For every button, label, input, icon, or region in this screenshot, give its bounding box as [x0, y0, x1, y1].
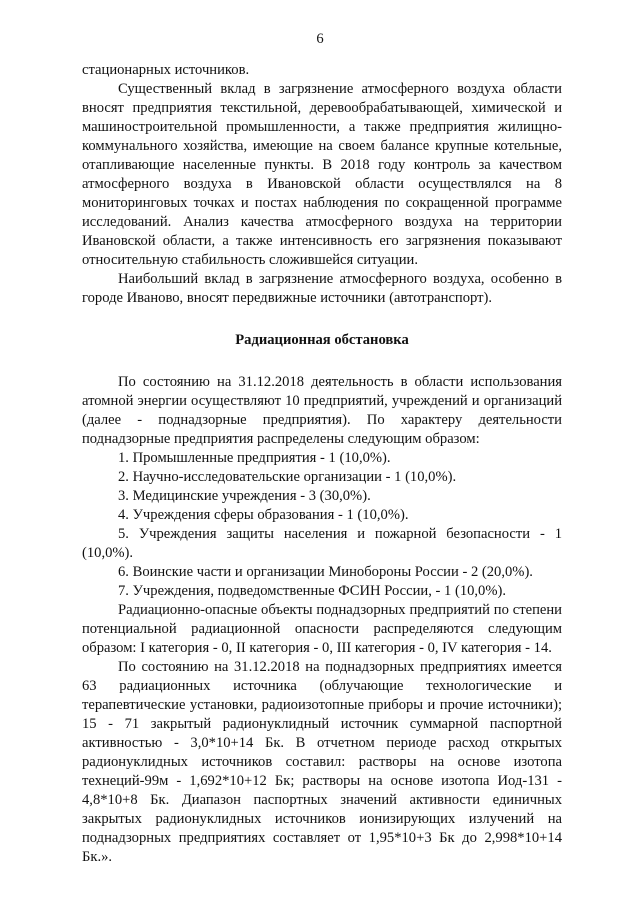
- page-number: 6: [316, 31, 324, 47]
- paragraph-hazard-categories: Радиационно-опасные объекты поднадзорных предприятий по степени потенциальной радиационной опасности распределяются следующим образом: I категория - 0, II категория - 0, III категория - 0, IV категория - 14.: [82, 602, 562, 656]
- section-heading: Радиационная обстановка: [235, 332, 409, 348]
- paragraph-air-pollution-contribution: Существенный вклад в загрязнение атмосферного воздуха области вносят предприятия текстильной, деревообрабатывающей, химической и машиностроительной промышленности, а также предприятия жилищно-коммунального хозяйства, имеющие на своем балансе крупные котельные, отапливающие населенные пункты. В 2018 году контроль за качеством атмосферного воздуха в Ивановской области осуществлялся на 8 мониторинговых точках и постах наблюдения по сокращенной программе исследований. Анализ качества атмосферного воздуха на территории Ивановской области, а также интенсивность его загрязнения показывают относительную стабильность сложившейся ситуации.: [82, 81, 562, 268]
- list-item: 3. Медицинские учреждения - 3 (30,0%).: [118, 488, 371, 504]
- list-item: 4. Учреждения сферы образования - 1 (10,0%).: [118, 507, 409, 523]
- list-item: 5. Учреждения защиты населения и пожарной безопасности - 1 (10,0%).: [82, 526, 562, 561]
- document-body: [82, 61, 562, 867]
- list-item: 1. Промышленные предприятия - 1 (10,0%).: [118, 450, 391, 466]
- paragraph-radiation-sources: По состоянию на 31.12.2018 на поднадзорных предприятиях имеется 63 радиационных источника (облучающие технологические и терапевтические установки, радиоизотопные приборы и прочие источники); 15 - 71 закрытый радионуклидный источник суммарной паспортной активностью - 3,0*10+14 Бк. В отчетном периоде расход открытых радионуклидных источников составил: растворы на основе изотопа технеций-99м - 1,692*10+12 Бк; растворы на основе изотопа Иод-131 - 4,8*10+8 Бк. Диапазон паспортных значений активности единичных закрытых радионуклидных источников ионизирующих излучений на поднадзорных предприятиях составляет от 1,95*10+3 Бк до 2,998*10+14 Бк.».: [82, 659, 562, 865]
- paragraph-radiation-intro: По состоянию на 31.12.2018 деятельность в области использования атомной энергии осуществляют 10 предприятий, учреждений и организаций (далее - поднадзорные предприятия). По характеру деятельности поднадзорные предприятия распределены следующим образом:: [82, 374, 562, 447]
- paragraph-continuation: стационарных источников.: [82, 62, 250, 78]
- list-item: 2. Научно-исследовательские организации - 1 (10,0%).: [118, 469, 457, 485]
- paragraph-mobile-sources: Наибольший вклад в загрязнение атмосферного воздуха, особенно в городе Иваново, вносят передвижные источники (автотранспорт).: [82, 271, 562, 306]
- list-item: 7. Учреждения, подведомственные ФСИН России, - 1 (10,0%).: [118, 583, 507, 599]
- list-item: 6. Воинские части и организации Минобороны России - 2 (20,0%).: [118, 564, 533, 580]
